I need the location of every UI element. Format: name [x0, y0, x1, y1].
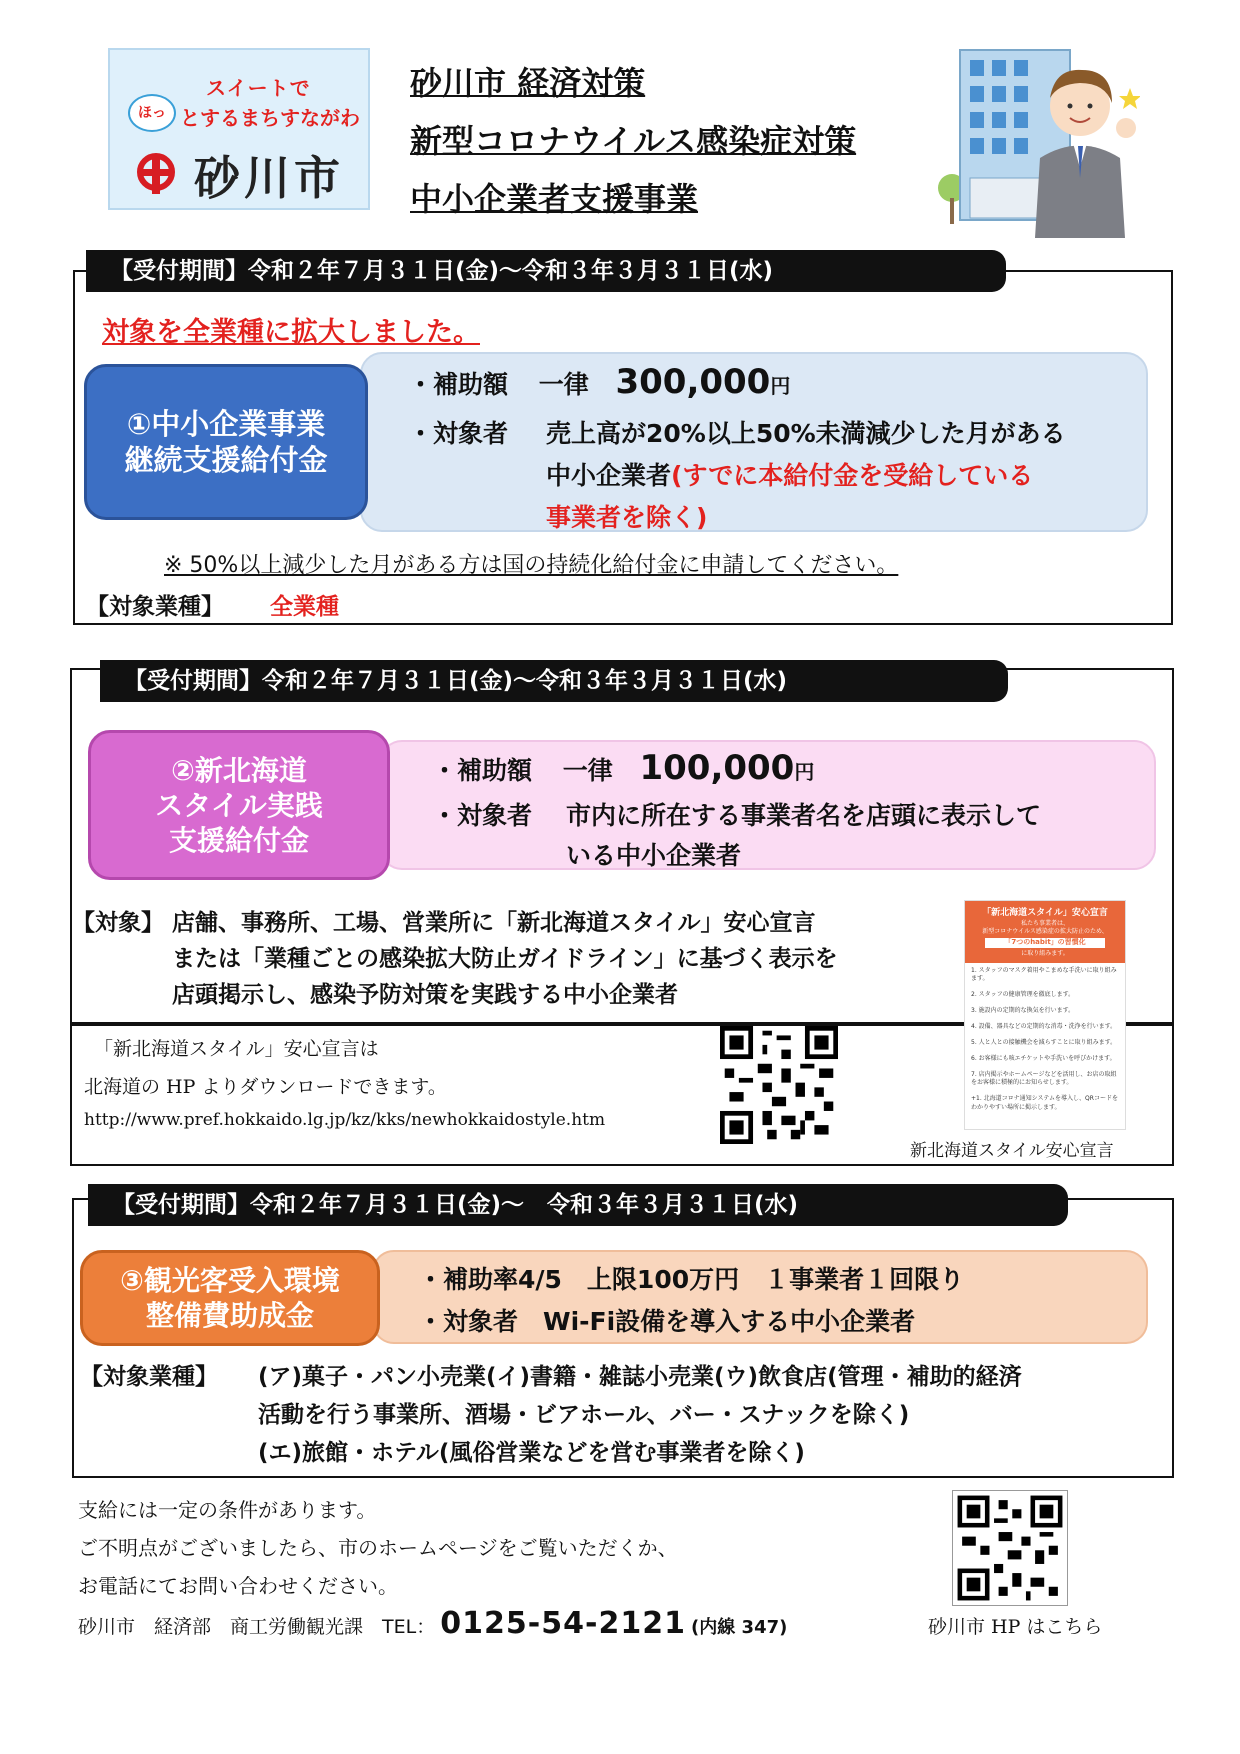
- poster-caption: 新北海道スタイル安心宣言: [910, 1141, 1114, 1161]
- section2-name-line2: スタイル実践: [155, 788, 323, 822]
- hokkaido-qr-code[interactable]: [720, 1026, 838, 1144]
- section1-target-exclusion2: 事業者を除く): [546, 503, 708, 532]
- city-hp-qr-code[interactable]: [952, 1490, 1068, 1606]
- section1-target-exclusion1: (すでに本給付金を受給している: [671, 461, 1034, 490]
- section1-industry-value: 全業種: [270, 594, 339, 620]
- logo-slogan-hot: ほっ: [128, 94, 176, 132]
- city-logo: [108, 48, 370, 210]
- section3-name-line1: ③観光客受入環境: [120, 1264, 340, 1297]
- section1-expansion-notice: 対象を全業種に拡大しました。: [102, 317, 480, 348]
- poster-item: 5. 人と人との接触機会を減らすことに取り組みます。: [971, 1039, 1117, 1047]
- page-title-line3: 中小企業者支援事業: [410, 180, 699, 218]
- section2-target-text1: 市内に所在する事業者名を店頭に表示して: [566, 801, 1042, 830]
- section2-download-line1: 「新北海道スタイル」安心宣言は: [94, 1038, 379, 1060]
- section2-amount-label: ・補助額: [432, 756, 533, 785]
- section2-amount-value: 100,000: [639, 748, 795, 788]
- section1-name-line1: ①中小企業事業: [126, 406, 326, 441]
- businessman-illustration-icon: [930, 48, 1140, 238]
- poster-highlight: 「7つのhabit」の習慣化: [985, 938, 1105, 948]
- anshin-sengen-poster: [964, 900, 1126, 1130]
- footer-line2: ご不明点がございましたら、市のホームページをご覧いただくか、: [78, 1536, 678, 1560]
- section3-program-name: [80, 1250, 380, 1346]
- section2-target-head: 【対象】: [72, 910, 164, 936]
- section1-target-text2: 中小企業者: [546, 461, 672, 490]
- section1-program-name: [84, 364, 368, 520]
- section1-amount-prefix: 一律: [538, 370, 589, 399]
- footer-line3: お電話にてお問い合わせください。: [78, 1574, 398, 1598]
- section2-period: 【受付期間】令和２年７月３１日(金)～令和３年３月３１日(水): [100, 660, 1008, 702]
- section2-name-line1: ②新北海道: [171, 753, 307, 787]
- section1-amount-value: 300,000: [615, 362, 771, 402]
- poster-item: 2. スタッフの健康管理を徹底します。: [971, 990, 1075, 998]
- section2-target-line3: 店頭掲示し、感染予防対策を実践する中小企業者: [172, 982, 678, 1008]
- section1-amount-unit: 円: [770, 374, 791, 398]
- section1-target-text1: 売上高が20%以上50%未満減少した月がある: [546, 419, 1066, 448]
- section1-target-label: ・対象者: [408, 419, 509, 448]
- section3-industry-line3: (エ)旅館・ホテル(風俗営業などを営む事業者を除く): [258, 1440, 805, 1466]
- poster-item: 6. お客様にも咳エチケットや手洗いを呼びかけます。: [971, 1055, 1116, 1063]
- footer-contact: [78, 1606, 787, 1641]
- section3-industry-line2: 活動を行う事業所、酒場・ビアホール、バー・スナックを除く): [258, 1402, 910, 1428]
- footer-dept: 砂川市 経済部 商工労働観光課 TEL：: [78, 1616, 436, 1638]
- poster-item: 7. 店内掲示やホームページなどを活用し、お店の取組をお客様に積極的にお知らせします。: [971, 1071, 1117, 1087]
- section2-download-url[interactable]: http://www.pref.hokkaido.lg.jp/kz/kks/newhokkaidostyle.htm: [84, 1110, 606, 1130]
- section1-amount-label: ・補助額: [408, 370, 509, 399]
- section3-industry-label: 【対象業種】: [80, 1364, 218, 1390]
- section3-target: ・対象者 Wi-Fi設備を導入する中小企業者: [418, 1307, 916, 1336]
- section2-download-line2: 北海道の HP よりダウンロードできます。: [84, 1076, 447, 1098]
- footer-tel[interactable]: 0125-54-2121: [440, 1606, 686, 1641]
- poster-item: 1. スタッフのマスク着用やこまめな手洗いに取り組みます。: [971, 966, 1117, 982]
- section1-period: 【受付期間】令和２年７月３１日(金)～令和３年３月３１日(水): [86, 250, 1006, 292]
- city-hp-qr-caption: 砂川市 HP はこちら: [928, 1616, 1103, 1638]
- poster-item: 3. 施設内の定期的な換気を行います。: [971, 1006, 1075, 1014]
- logo-slogan-line2: とするまちすながわ: [180, 106, 360, 130]
- section2-target-text2: いる中小企業者: [566, 841, 742, 870]
- qr-code-icon: [720, 1026, 838, 1144]
- footer-line1: 支給には一定の条件があります。: [78, 1498, 377, 1522]
- section2-program-name: [88, 730, 390, 880]
- section2-amount-prefix: 一律: [562, 756, 613, 785]
- city-seal-icon: [132, 150, 180, 198]
- poster-title: 「新北海道スタイル」安心宣言: [982, 908, 1108, 918]
- section2-target-line2: または「業種ごとの感染拡大防止ガイドライン」に基づく表示を: [172, 946, 838, 972]
- section1-note: ※ 50%以上減少した月がある方は国の持続化給付金に申請してください。: [164, 553, 899, 578]
- logo-city-name: 砂川市: [194, 151, 344, 205]
- logo-slogan-line1: スイートで: [206, 76, 311, 100]
- footer-ext: (内線 347): [691, 1617, 788, 1638]
- poster-intro2: 新型コロナウイルス感染症の拡大防止のため、: [982, 927, 1108, 935]
- section1-industry-label: 【対象業種】: [86, 594, 224, 620]
- page-title-line2: 新型コロナウイルス感染症対策: [410, 122, 857, 160]
- section1-target-line2: [546, 456, 1033, 492]
- section3-rate: ・補助率4/5 上限100万円 １事業者１回限り: [418, 1265, 965, 1294]
- section1-name-line2: 継続支援給付金: [124, 443, 328, 477]
- section2-amount: [432, 748, 814, 788]
- section2-amount-unit: 円: [794, 760, 815, 784]
- poster-intro3: に取り組みます。: [1021, 950, 1069, 958]
- poster-item: +1. 北海道コロナ通知システムを導入し、QRコードをわかりやすい場所に掲示します。: [971, 1095, 1118, 1111]
- qr-code-icon: [953, 1491, 1067, 1605]
- poster-intro1: 私たち事業者は、: [1020, 919, 1069, 927]
- section2-target-label: ・対象者: [432, 801, 533, 830]
- section1-amount: [408, 362, 790, 402]
- page-title-line1: 砂川市 経済対策: [410, 64, 646, 102]
- section3-industry-line1: (ア)菓子・パン小売業(イ)書籍・雑誌小売業(ウ)飲食店(管理・補助的経済: [258, 1364, 1022, 1390]
- section3-name-line2: 整備費助成金: [145, 1299, 314, 1332]
- poster-item: 4. 設備、器具などの定期的な消毒・洗浄を行います。: [971, 1022, 1117, 1030]
- section3-period: 【受付期間】令和２年７月３１日(金)～ 令和３年３月３１日(水): [88, 1184, 1068, 1226]
- section2-name-line3: 支援給付金: [168, 823, 309, 857]
- section2-target-line1: 店舗、事務所、工場、営業所に「新北海道スタイル」安心宣言: [172, 910, 816, 936]
